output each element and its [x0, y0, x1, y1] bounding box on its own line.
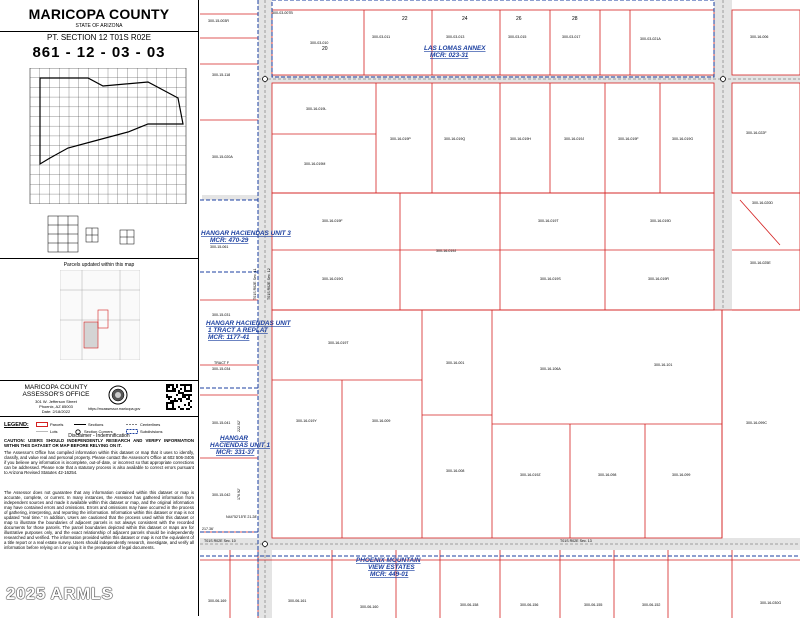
- parcel-label: 300-03-017: [562, 35, 581, 39]
- tract-label: TRACT F: [214, 361, 230, 365]
- assessor-url[interactable]: https://mcassessor.maricopa.gov: [88, 407, 141, 411]
- parcel-label: 300-16-019J: [564, 137, 585, 141]
- parcel-label: 300-16-001: [446, 361, 465, 365]
- section-index-thumbnail: [28, 210, 178, 256]
- centerline-legend-swatch: [126, 422, 138, 427]
- parcel-label: 300-16-022F: [746, 131, 767, 135]
- parcel-label: 300-15-042: [212, 493, 231, 497]
- parcel-label: 300-06-155: [584, 603, 603, 607]
- parcel-label: 300-06-160: [360, 605, 379, 609]
- parcel-label: 300-16-099C: [746, 421, 767, 425]
- map-sidebar: [0, 0, 199, 616]
- parcel-legend-swatch: [36, 422, 48, 427]
- county-title: MARICOPA COUNTY: [28, 6, 170, 22]
- subdivision-labels: [201, 45, 486, 578]
- subdivision-phoenix-mountain-mcr: MCR: 449-01: [370, 571, 409, 578]
- parcel-label: 300-15-118: [212, 73, 231, 77]
- parcel-label: 300-16-019F: [618, 137, 639, 141]
- parcel-label: 300-16-019T: [328, 341, 349, 345]
- parcel-label: 300-03-015: [508, 35, 527, 39]
- book-map-number: 861 - 12 - 03 - 03: [32, 44, 166, 61]
- disclaimer-paragraph-2: The Assessor does not guarantee that any information contained within this dataset or map is accurate, complete, or current. In many instances, the Assessor has gathered information from independent sources and made it available within this dataset or map, and the original information may have contained errors and omissions. Errors and omissions may have occurred in the process of gathering, interpreting, and reporting the information. Information within this dataset or map is not updated "real time." In addition, Users are cautioned that the process used within this dataset or map to illustrate the boundaries of adjacent parcels is not always consistent with the recorded documents for those parcels. The parcel boundaries depicted within this dataset or maps are for illustrative purposes only, and the exact relationship of adjacent parcels should be independently researched and verified. The information provided within this dataset or map is not the equivalent of a title report or a real estate survey. Users should independently research, investigate, and verify all information before relying on it or using it in the preparation of legal documents.: [4, 490, 194, 550]
- parcel-label: 300-16-019L: [306, 107, 327, 111]
- section-label: PT. SECTION 12 T01S R02E: [47, 33, 151, 42]
- dimension-label: 222.02': [237, 420, 241, 432]
- divider: [0, 31, 198, 32]
- disclaimer-caution: CAUTION: USERS SHOULD INDEPENDENTLY RESEARCH AND VERIFY INFORMATION WITHIN THIS DATASET OR MAP BEFORE RELYING ON IT.: [4, 438, 194, 448]
- updated-parcels-thumbnail: [60, 270, 140, 360]
- parcel-label: 300-16-019H: [510, 137, 531, 141]
- parcel-label: 300-16-019M: [304, 162, 326, 166]
- section-legend-swatch: [74, 422, 86, 427]
- township-grid-thumbnail: [28, 68, 188, 204]
- lot-28: 28: [572, 16, 578, 22]
- subdivision-hangar-1[interactable]: HANGAR: [220, 435, 249, 442]
- parcel-label: 300-15-034: [212, 367, 231, 371]
- subdivision-las-lomas-mcr: MCR: 023-31: [430, 52, 469, 59]
- parcel-label: 300-16-098: [598, 473, 617, 477]
- parcel-label: 300-16-019J: [436, 249, 457, 253]
- parcel-label: 300-16-101: [654, 363, 673, 367]
- lot-22: 22: [402, 16, 408, 22]
- county-seal-icon: [108, 385, 128, 405]
- parcel-label: 300-16-106A: [540, 367, 561, 371]
- parcel-label: 300-06-161: [288, 599, 307, 603]
- parcel-label: 300-16-019Z: [520, 473, 541, 477]
- office-street: 301 W. Jefferson Street: [35, 399, 77, 404]
- parcel-map[interactable]: [200, 0, 800, 618]
- parcel-label: 300-03-013: [446, 35, 465, 39]
- bearing-label: N44°52'15"E 21.28': [226, 515, 258, 519]
- section-line-label: T01S R02E Sec. 12: [267, 268, 271, 300]
- parcel-label: 300-16-019D: [650, 219, 671, 223]
- parcel-label: 300-06-152: [642, 603, 661, 607]
- legend-parcels: Parcels: [50, 422, 64, 427]
- parcel-label: 300-15-020A: [212, 155, 233, 159]
- parcel-label: 300-15-041: [212, 421, 231, 425]
- divider: [0, 380, 198, 381]
- legend-subdivisions: Subdivisions: [140, 429, 163, 434]
- section-corners: [263, 77, 726, 547]
- parcel-label: 300-16-019G: [672, 137, 694, 141]
- road-stub: [202, 195, 258, 200]
- divider: [0, 416, 198, 417]
- qr-code-icon[interactable]: [166, 384, 192, 410]
- parcel-label: 300-06-158: [460, 603, 479, 607]
- subdivision-hangar-1-mcr: MCR: 331-37: [216, 449, 255, 456]
- legend-centerlines: Centerlines: [140, 422, 161, 427]
- parcel-label: 300-16-019Q: [444, 137, 466, 141]
- subdivision-hangar-1-line2: HACIENDAS UNIT 1: [210, 442, 271, 449]
- parcel-label: 300-06-169: [208, 599, 227, 603]
- parcel-label: 300-15-031: [212, 313, 231, 317]
- updated-parcels-caption: Parcels updated within this map: [63, 262, 135, 268]
- disclaimer-paragraph-1: The Assessor's Office has compiled information within this dataset or map that it uses to identify, classify, and value real and personal property. Please contact the Assessor's Office at 602 506-3406 if you believe any information is incomplete, out-of-date, or incorrect so that appropriate corrections can be addressed. Please note that a statutory process is also available to correct errors pursuant to Arizona Revised Statutes 42-16254.: [4, 450, 194, 475]
- subdivision-phoenix-mountain-line2: VIEW ESTATES: [368, 564, 415, 571]
- subdivision-hangar-3[interactable]: HANGAR HACIENDAS UNIT 3: [201, 230, 291, 237]
- assessor-office-title: MARICOPA COUNTY ASSESSOR'S OFFICE: [22, 384, 90, 398]
- legend-lots: Lots: [50, 429, 58, 434]
- parcel-label: 300-15-061: [210, 245, 229, 249]
- parcel-label: 300-16-019S: [540, 277, 561, 281]
- parcel-boundaries: [200, 10, 800, 618]
- parcel-label: 300-16-019G: [322, 277, 344, 281]
- subdivision-hangar-3-mcr: MCR: 470-29: [210, 237, 249, 244]
- lot-20: 20: [322, 46, 328, 52]
- parcel-label: 300-16-025E: [750, 261, 771, 265]
- armls-watermark: 2025 ARMLS: [6, 584, 114, 603]
- parcel-label: 300-16-019T: [538, 219, 559, 223]
- section-line-label: T01S R02E Sec. 13: [560, 539, 592, 543]
- parcel-label: 300-16-006: [750, 35, 769, 39]
- disclaimer-title: Disclaimer - Indemnification: [68, 433, 130, 439]
- parcel-label: 300-16-020D: [752, 201, 773, 205]
- dimension-label: 217.36': [202, 527, 214, 531]
- subdivision-hangar-1-tract-line2: 1 TRACT A REPLAT: [208, 327, 268, 334]
- divider: [0, 258, 198, 259]
- subdivision-hangar-1-tract[interactable]: HANGAR HACIENDAS UNIT: [206, 320, 291, 327]
- parcel-label: 300-03-011: [372, 35, 391, 39]
- legend-title: LEGEND:: [4, 422, 29, 428]
- parcel-label: 300-06-156: [520, 603, 539, 607]
- parcel-label: 300-16-019Y: [296, 419, 317, 423]
- parcel-label: 300-03-007B: [272, 11, 293, 15]
- section-line-label: T01S R02E Sec. 10: [204, 539, 236, 543]
- subdivision-phoenix-mountain[interactable]: PHOENIX MOUNTAIN: [356, 557, 421, 564]
- parcel-label: 300-16-099: [672, 473, 691, 477]
- subdivision-hangar-1-tract-mcr: MCR: 1177-41: [208, 334, 250, 341]
- office-date: Date: 2/18/2022: [41, 409, 71, 414]
- legend-sections: Sections: [88, 422, 104, 427]
- parcel-label: 300-03-021A: [640, 37, 661, 41]
- parcel-label: 300-16-019F: [322, 219, 343, 223]
- legend-section-corners: Section Corners: [84, 429, 113, 434]
- parcel-label: 300-16-008: [446, 469, 465, 473]
- parcel-label: 300-16-019P: [390, 137, 411, 141]
- lot-24: 24: [462, 16, 468, 22]
- subdivision-las-lomas[interactable]: LAS LOMAS ANNEX: [424, 45, 486, 52]
- parcel-label: 300-15-003R: [208, 19, 229, 23]
- parcel-label: 300-16-019R: [648, 277, 669, 281]
- lot-26: 26: [516, 16, 522, 22]
- dimension-label: 176.92': [237, 488, 241, 500]
- parcel-label: 300-03-010: [310, 41, 329, 45]
- state-subtitle: STATE OF ARIZONA: [75, 23, 123, 29]
- parcel-label: 300-16-030G: [760, 601, 782, 605]
- parcel-label: 300-16-009: [372, 419, 391, 423]
- office-city: Phoenix, AZ 85003: [39, 404, 73, 409]
- section-line-label: T01S R02E Sec. 11: [253, 268, 257, 300]
